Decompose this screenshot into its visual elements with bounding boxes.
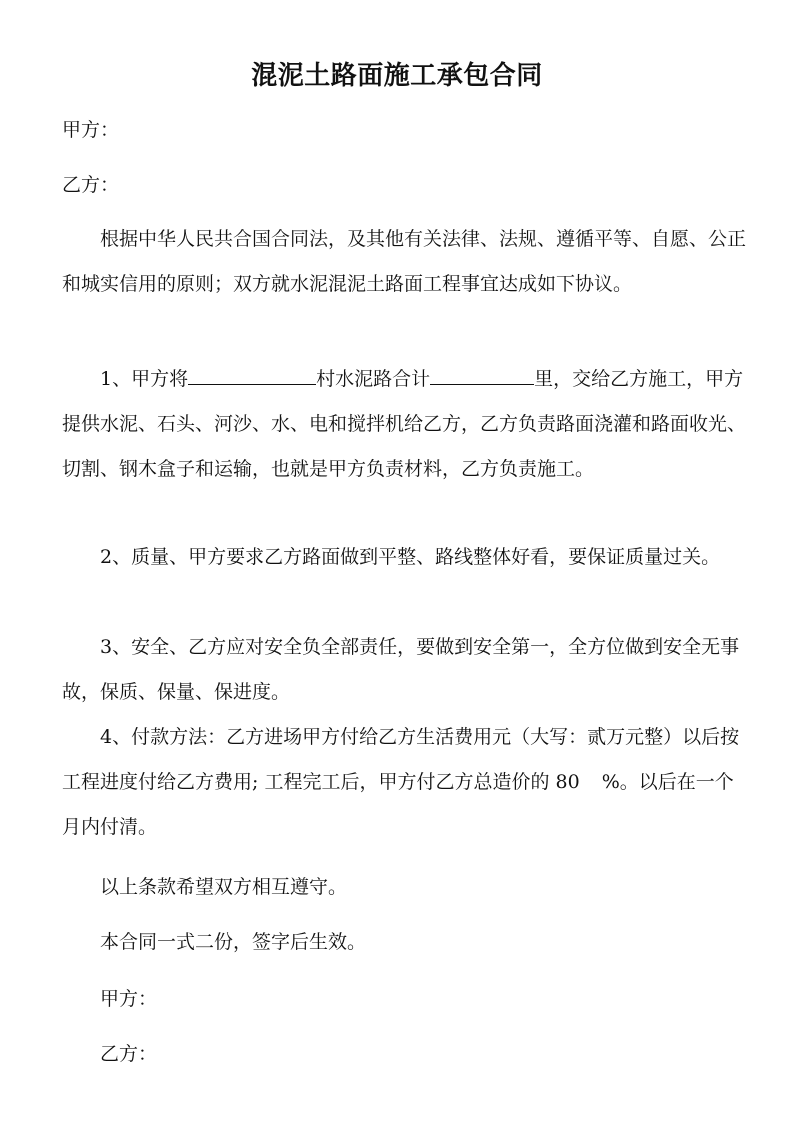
clause-4-paragraph <box>62 715 752 850</box>
signature-party-b: 乙方： <box>100 1043 158 1065</box>
clause-4-percent-value: 80 <box>555 771 580 793</box>
clause-1-paragraph <box>62 357 752 492</box>
clause-2-paragraph: 2、质量、甲方要求乙方路面做到平整、路线整体好看，要保证质量过关。 <box>100 546 721 568</box>
preamble-paragraph: 根据中华人民共合国合同法，及其他有关法律、法规、遵循平等、自愿、公正和城实信用的原则；双方就水泥混泥土路面工程事宜达成如下协议。 <box>62 228 747 295</box>
party-a-label: 甲方： <box>62 119 120 141</box>
clause-4-text-start: 4、付款方法：乙方进场甲方付给乙方生活费用元（大写：贰万元整）以后按工程进度付给乙方费用; 工程完工后，甲方付乙方总造价的 <box>62 726 740 793</box>
party-b-label: 乙方： <box>62 174 120 196</box>
road-length-blank <box>430 366 534 385</box>
clause-3-paragraph: 3、安全、乙方应对安全负全部责任，要做到安全第一，全方位做到安全无事故，保质、保量、保进度。 <box>62 636 740 703</box>
signature-party-a: 甲方： <box>100 988 158 1010</box>
document-title: 混泥土路面施工承包合同 <box>251 61 543 91</box>
village-name-blank <box>188 366 316 385</box>
clause-4-percent-sign: %。 <box>601 771 639 793</box>
closing-line-2: 本合同一式二份，签字后生效。 <box>100 931 367 953</box>
closing-line-1: 以上条款希望双方相互遵守。 <box>100 876 348 898</box>
clause-4-text-end: 以后在一个月内付清。 <box>62 771 734 838</box>
clause-1-text-start: 1、甲方将 <box>100 368 189 390</box>
clause-1-text-middle: 村水泥路合计 <box>316 368 431 390</box>
clause-1-text-end: 里，交给乙方施工，甲方提供水泥、石头、河沙、水、电和搅拌机给乙方，乙方负责路面浇灌和路面收光、切割、钢木盒子和运输，也就是甲方负责材料，乙方负责施工。 <box>62 368 747 480</box>
